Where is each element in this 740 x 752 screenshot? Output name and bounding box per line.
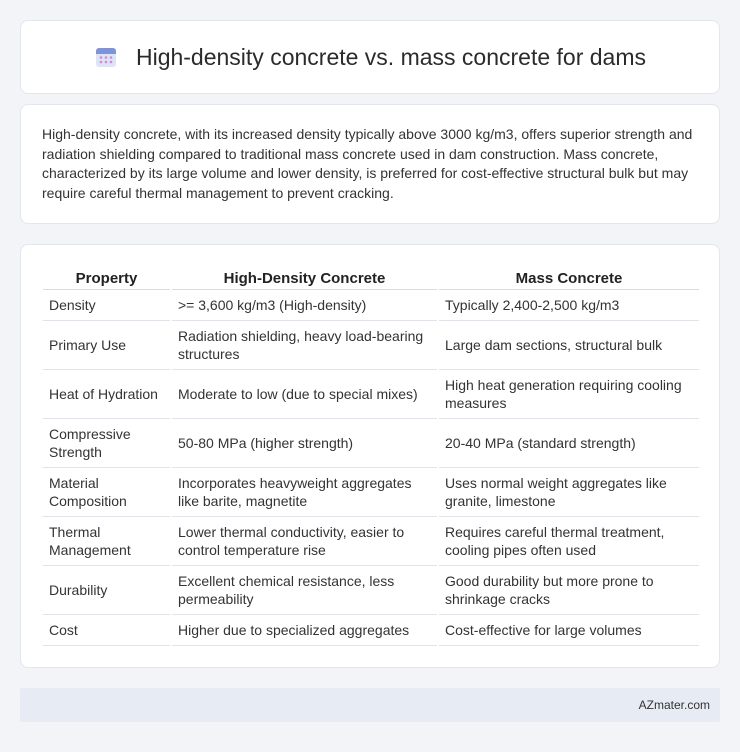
calendar-icon bbox=[94, 45, 118, 69]
comparison-table bbox=[43, 265, 699, 646]
table-row bbox=[43, 516, 699, 565]
property-cell: Compressive Strength bbox=[43, 418, 171, 467]
column-header: High-Density Concrete bbox=[171, 265, 438, 289]
table-row bbox=[43, 320, 699, 369]
high-density-cell: Lower thermal conductivity, easier to control temperature rise bbox=[171, 516, 438, 565]
property-cell: Durability bbox=[43, 565, 171, 614]
mass-concrete-cell: Cost-effective for large volumes bbox=[438, 614, 699, 645]
table-row bbox=[43, 418, 699, 467]
table-row bbox=[43, 467, 699, 516]
mass-concrete-cell: Requires careful thermal treatment, cooling pipes often used bbox=[438, 516, 699, 565]
summary-text: High-density concrete, with its increased density typically above 3000 kg/m3, offers superior strength and radiation shielding compared to traditional mass concrete used in dam construction. Mass concrete, characterized by its large volume and lower density, is preferred for cost-effective structural bulk but may require careful thermal management to prevent cracking. bbox=[42, 126, 693, 201]
high-density-cell: Excellent chemical resistance, less permeability bbox=[171, 565, 438, 614]
table-row bbox=[43, 614, 699, 645]
footer-brand: AZmater.com bbox=[638, 698, 710, 712]
property-cell: Density bbox=[43, 289, 171, 320]
property-cell: Cost bbox=[43, 614, 171, 645]
title-card bbox=[20, 20, 720, 94]
page-title: High-density concrete vs. mass concrete for dams bbox=[135, 43, 647, 70]
mass-concrete-cell: Uses normal weight aggregates like granite, limestone bbox=[438, 467, 699, 516]
comparison-table-card bbox=[20, 244, 720, 668]
mass-concrete-cell: Typically 2,400-2,500 kg/m3 bbox=[438, 289, 699, 320]
high-density-cell: >= 3,600 kg/m3 (High-density) bbox=[171, 289, 438, 320]
table-row bbox=[43, 289, 699, 320]
table-row bbox=[43, 565, 699, 614]
high-density-cell: Higher due to specialized aggregates bbox=[171, 614, 438, 645]
footer-bar bbox=[20, 688, 720, 722]
mass-concrete-cell: High heat generation requiring cooling measures bbox=[438, 369, 699, 418]
high-density-cell: Moderate to low (due to special mixes) bbox=[171, 369, 438, 418]
property-cell: Primary Use bbox=[43, 320, 171, 369]
table-header-row bbox=[43, 265, 699, 289]
summary-card bbox=[20, 104, 720, 224]
table-row bbox=[43, 369, 699, 418]
high-density-cell: Radiation shielding, heavy load-bearing structures bbox=[171, 320, 438, 369]
property-cell: Heat of Hydration bbox=[43, 369, 171, 418]
high-density-cell: Incorporates heavyweight aggregates like barite, magnetite bbox=[171, 467, 438, 516]
column-header: Mass Concrete bbox=[438, 265, 699, 289]
high-density-cell: 50-80 MPa (higher strength) bbox=[171, 418, 438, 467]
property-cell: Thermal Management bbox=[43, 516, 171, 565]
mass-concrete-cell: 20-40 MPa (standard strength) bbox=[438, 418, 699, 467]
mass-concrete-cell: Good durability but more prone to shrinkage cracks bbox=[438, 565, 699, 614]
mass-concrete-cell: Large dam sections, structural bulk bbox=[438, 320, 699, 369]
property-cell: Material Composition bbox=[43, 467, 171, 516]
column-header: Property bbox=[43, 265, 171, 289]
